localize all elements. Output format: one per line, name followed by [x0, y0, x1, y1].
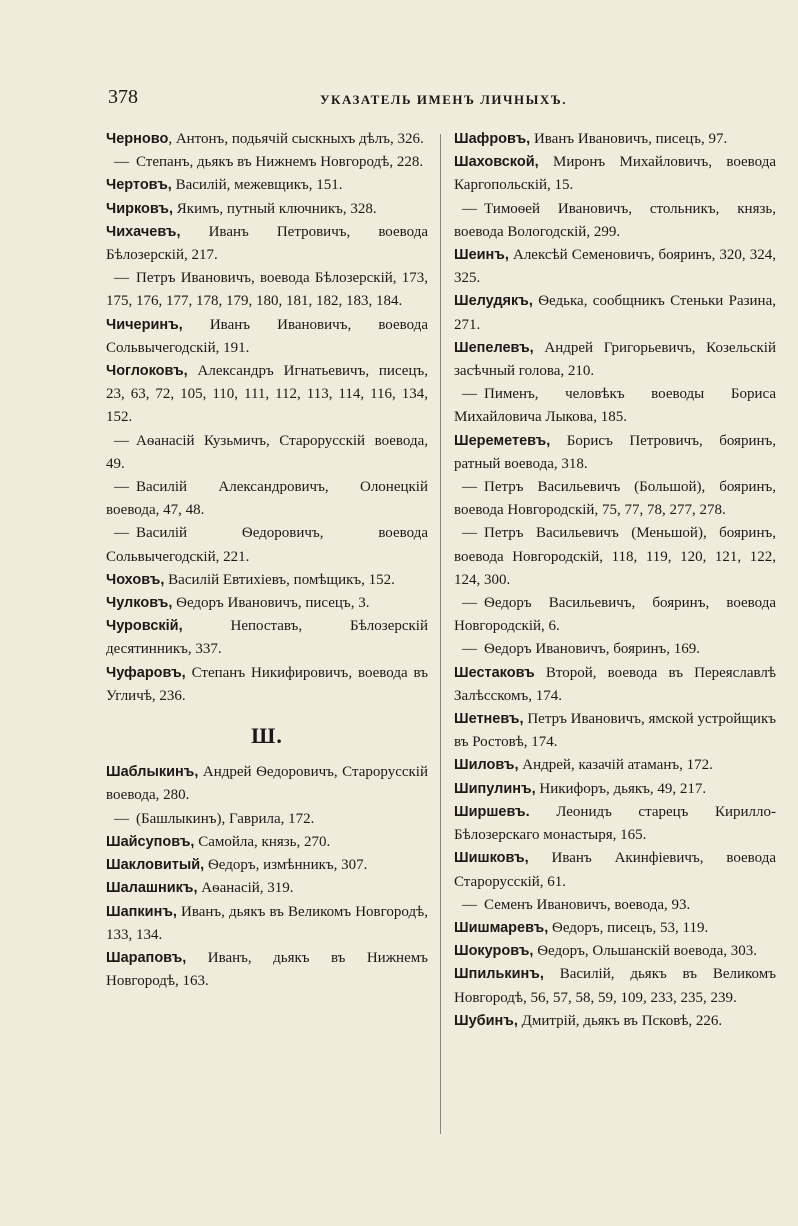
index-entry [438, 963, 776, 1009]
entry-text: Александръ Игнатьевичъ, писецъ, 23, 63, 72, 105, 110, 111, 112, 113, 114, 116, 134, 152. [106, 363, 428, 426]
entry-surname: Шокуровъ, [454, 943, 534, 960]
entry-surname: Чирковъ, [106, 200, 174, 217]
repeat-dash: — [462, 896, 477, 913]
index-entry [90, 901, 428, 947]
right-column [454, 128, 776, 1033]
index-entry [90, 267, 428, 313]
index-entry [90, 761, 428, 807]
entry-surname: Шипулинъ, [454, 780, 536, 797]
entry-text: Алексѣй Семеновичъ, бояринъ, 320, 324, 325. [454, 247, 776, 287]
index-entry [438, 662, 776, 708]
entry-surname: Шаховской, [454, 154, 539, 171]
repeat-dash: — [114, 479, 129, 496]
index-entry [438, 917, 776, 940]
repeat-dash: — [114, 525, 129, 542]
entry-surname: Шафровъ, [454, 131, 531, 147]
index-entry [438, 708, 776, 754]
entry-text: Аѳанасій, 319. [197, 880, 294, 897]
entry-text: Иванъ Ивановичъ, воевода Сольвычегодскій, 191. [106, 316, 428, 356]
entry-surname: Шепелевъ, [454, 339, 534, 356]
index-entry [90, 662, 428, 708]
index-entry [90, 221, 428, 267]
index-entry [438, 244, 776, 290]
entry-text: Василій Александровичъ, Олонецкій воевода, 47, 48. [106, 479, 428, 519]
entry-surname: Шелудякъ, [454, 293, 533, 310]
entry-text: Иванъ Ивановичъ, писецъ, 97. [530, 131, 728, 147]
index-entry [438, 940, 776, 963]
repeat-dash: — [462, 479, 477, 496]
entry-text: Иванъ, дьякъ въ Нижнемъ Новгородѣ, 163. [106, 949, 428, 990]
index-entry [438, 778, 776, 801]
entry-text: Пименъ, человѣкъ воеводы Бориса Михайловича Лыкова, 185. [454, 386, 776, 426]
entry-surname: Шишмаревъ, [454, 919, 549, 936]
repeat-dash: — [462, 200, 477, 217]
index-entry [90, 128, 428, 151]
entry-surname: Шеинъ, [454, 247, 509, 264]
entry-text: Леонидъ старецъ Кирилло-Бѣлозерскаго монастыря, 165. [454, 803, 776, 844]
entry-text: Андрей, казачій атаманъ, 172. [518, 757, 713, 774]
index-entry [438, 151, 776, 197]
index-entry [438, 801, 776, 847]
index-entry [90, 151, 428, 174]
entry-text: Непоставъ, Бѣлозерскій десятинникъ, 337. [106, 618, 428, 658]
entry-text: Петръ Васильевичъ (Большой), бояринъ, воевода Новгородскій, 75, 77, 78, 277, 278. [454, 479, 776, 519]
entry-text: Самойла, князь, 270. [194, 833, 331, 850]
running-title: УКАЗАТЕЛЬ ИМЕНЪ ЛИЧНЫХЪ. [320, 92, 568, 107]
entry-surname: Ширшевъ. [454, 803, 530, 820]
entry-text: Иванъ Акинфіевичъ, воевода Старорусскій, 61. [454, 850, 776, 890]
entry-surname: Шиловъ, [454, 757, 519, 774]
entry-text: Ѳедька, сообщникъ Стеньки Разина, 271. [454, 293, 776, 333]
entry-text: Ѳедоръ Ивановичъ, бояринъ, 169. [484, 641, 701, 658]
repeat-dash: — [114, 270, 129, 287]
index-entry [90, 314, 428, 360]
entry-surname: Чоховъ, [106, 571, 165, 588]
entry-surname: Чуровскій, [106, 618, 183, 635]
index-entry [438, 847, 776, 893]
index-entry [90, 569, 428, 592]
entry-surname: Шалашникъ, [106, 880, 198, 897]
index-entry [438, 476, 776, 522]
index-entry [438, 383, 776, 429]
entry-surname: Шапкинъ, [106, 903, 177, 920]
letter-heading: Ш. [251, 723, 283, 749]
entry-surname: Черново [106, 131, 169, 147]
entry-text: Ѳедоръ, писецъ, 53, 119. [548, 919, 709, 936]
entry-text: Ѳедоръ, Ольшанскій воевода, 303. [533, 943, 758, 960]
entry-surname: Шетневъ, [454, 711, 524, 728]
entry-text: Ѳедоръ Васильевичъ, бояринъ, воевода Новгородскій, 6. [454, 595, 776, 635]
entry-surname: Чулковъ, [106, 595, 173, 612]
entry-text: Борисъ Петровичъ, бояринъ, ратный воевода, 318. [454, 432, 776, 472]
entry-text: Степанъ, дьякъ въ Нижнемъ Новгородѣ, 228. [136, 154, 424, 171]
entry-surname: Шакловитый, [106, 857, 205, 874]
entry-text: Никифоръ, дьякъ, 49, 217. [535, 780, 707, 797]
index-entry [438, 128, 776, 151]
entry-surname: Шестаковъ [454, 664, 535, 681]
index-entry [438, 638, 776, 661]
index-entry [438, 754, 776, 777]
index-entry [90, 430, 428, 476]
entry-surname: Шубинъ, [454, 1012, 518, 1029]
repeat-dash: — [462, 386, 477, 403]
entry-text: Семенъ Ивановичъ, воевода, 93. [484, 896, 691, 913]
index-entry [438, 337, 776, 383]
entry-surname: Шараповъ, [106, 949, 187, 966]
index-entry [438, 592, 776, 638]
entry-surname: Шишковъ, [454, 850, 529, 867]
index-entry [90, 854, 428, 877]
entry-text: Андрей Григорьевичъ, Козельскій засѣчный голова, 210. [454, 339, 776, 380]
index-entry [90, 360, 428, 430]
entry-text: Василій Евтихіевъ, помѣщикъ, 152. [164, 571, 395, 588]
entry-text: Степанъ Никифировичъ, воевода въ Угличѣ, 236. [106, 664, 428, 704]
entry-text: Тимоѳей Ивановичъ, стольникъ, князь, воевода Вологодскій, 299. [454, 200, 776, 240]
entry-text: Андрей Ѳедоровичъ, Старорусскій воевода, 280. [106, 764, 428, 804]
entry-text: Миронъ Михайловичъ, воевода Каргопольскій, 15. [454, 154, 776, 194]
left-column [106, 128, 428, 993]
index-entry [90, 522, 428, 568]
index-entry [90, 476, 428, 522]
entry-text: Дмитрій, дьякъ въ Псковѣ, 226. [517, 1012, 723, 1029]
entry-text: , Антонъ, подьячій сыскныхъ дѣлъ, 326. [168, 131, 424, 147]
index-entry [90, 198, 428, 221]
entry-text: Якимъ, путный ключникъ, 328. [173, 200, 377, 217]
index-entry [438, 894, 776, 917]
index-entry [90, 808, 428, 831]
entry-surname: Шайсуповъ, [106, 833, 195, 850]
index-entry [438, 430, 776, 476]
page-number: 378 [108, 86, 138, 108]
repeat-dash: — [462, 595, 477, 612]
entry-text: Ѳедоръ, измѣнникъ, 307. [204, 857, 368, 874]
entry-surname: Чертовъ, [106, 177, 172, 194]
left-entries-top [106, 128, 428, 708]
index-entry [438, 290, 776, 336]
entry-text: Петръ Ивановичъ, воевода Бѣлозерскій, 173, 175, 176, 177, 178, 179, 180, 181, 182, 183, 184. [106, 270, 428, 310]
entry-text: Иванъ, дьякъ въ Великомъ Новгородѣ, 133, 134. [106, 903, 428, 943]
entry-surname: Чичеринъ, [106, 316, 183, 333]
right-entries [454, 128, 776, 1033]
repeat-dash: — [462, 641, 477, 658]
entry-surname: Чоглоковъ, [106, 363, 188, 380]
left-entries-bottom [106, 761, 428, 993]
repeat-dash: — [462, 525, 477, 542]
entry-text: Аѳанасій Кузьмичъ, Старорусскій воевода, 49. [106, 432, 428, 472]
entry-text: Василій Ѳедоровичъ, воевода Сольвычегодскій, 221. [106, 525, 428, 565]
index-entry [438, 1010, 776, 1033]
entry-surname: Шереметевъ, [454, 432, 551, 449]
index-entry [90, 831, 428, 854]
repeat-dash: — [114, 810, 129, 827]
entry-text: Иванъ Петровичъ, воевода Бѣлозерскій, 217. [106, 223, 428, 264]
entry-surname: Чуфаровъ, [106, 664, 186, 681]
entry-text: Василій, дьякъ въ Великомъ Новгородѣ, 56, 57, 58, 59, 109, 233, 235, 239. [454, 966, 776, 1006]
index-entry [438, 198, 776, 244]
index-entry [90, 877, 428, 900]
index-entry [438, 522, 776, 592]
entry-text: Петръ Ивановичъ, ямской устройщикъ въ Ростовѣ, 174. [454, 711, 776, 751]
index-entry [90, 592, 428, 615]
index-entry [90, 947, 428, 993]
repeat-dash: — [114, 432, 129, 449]
entry-text: Ѳедоръ Ивановичъ, писецъ, 3. [172, 595, 370, 612]
entry-text: Василій, межевщикъ, 151. [171, 177, 343, 194]
entry-surname: Шаблыкинъ, [106, 764, 199, 781]
entry-text: Второй, воевода въ Переяславлѣ Залѣсскомъ, 174. [454, 664, 776, 704]
index-entry [90, 174, 428, 197]
repeat-dash: — [114, 154, 129, 171]
entry-surname: Шпилькинъ, [454, 966, 544, 983]
index-entry [90, 615, 428, 661]
entry-text: Петръ Васильевичъ (Меньшой), бояринъ, воевода Новгородскій, 118, 119, 120, 121, 122, 124, 300. [454, 525, 776, 588]
entry-surname: Чихачевъ, [106, 223, 181, 240]
entry-text: (Башлыкинъ), Гаврила, 172. [136, 810, 315, 827]
